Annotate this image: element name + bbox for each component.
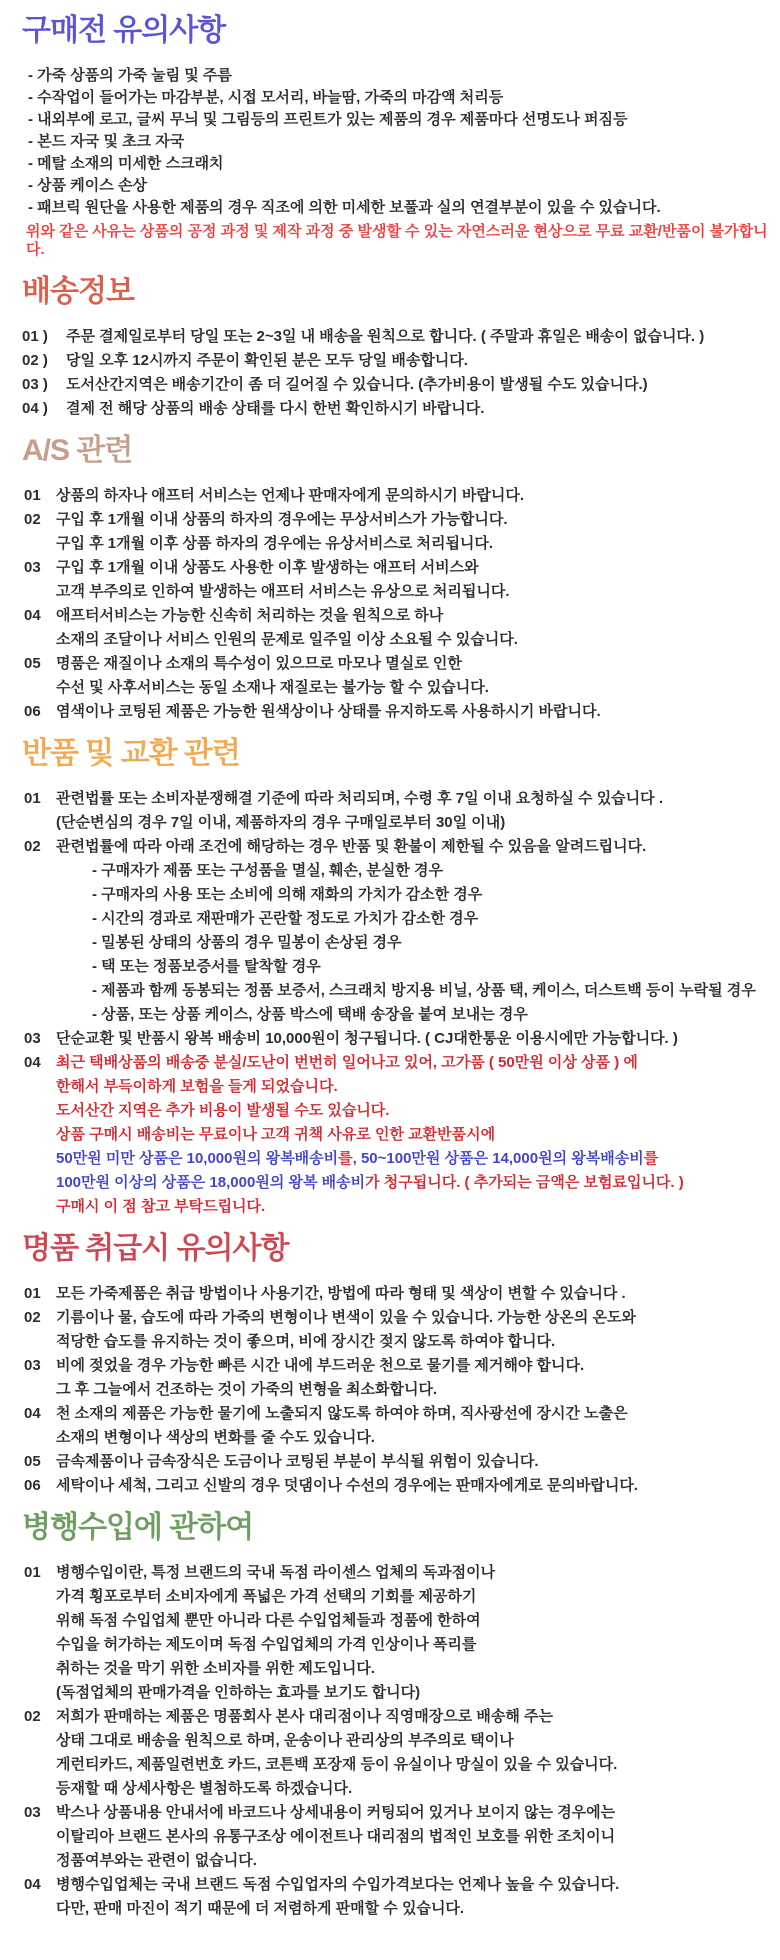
item-text-continuation: 취하는 것을 막기 위한 소비자를 위한 제도입니다. xyxy=(56,1660,375,1677)
as-item xyxy=(0,559,780,577)
fee-text-blue: 50만원 미만 상품은 10,000원의 왕복배송비 xyxy=(56,1150,339,1167)
item-text-continuation: 그 후 그늘에서 건조하는 것이 가죽의 변형을 최소화합니다. xyxy=(56,1381,438,1398)
item-text: 애프터서비스는 가능한 신속히 처리하는 것을 원칙으로 하나 xyxy=(56,607,444,624)
return-restriction-condition: - 택 또는 정품보증서를 탈착할 경우 xyxy=(92,958,321,975)
item-number: 02 xyxy=(24,511,41,528)
parallel-import-title: 병행수입에 관하여 xyxy=(22,1511,254,1544)
section-as-service xyxy=(0,434,780,721)
item-text-continuation: 수선 및 사후서비스는 동일 소재나 재질로는 불가능 할 수 있습니다. xyxy=(56,679,489,696)
item-text: 비에 젖었을 경우 가능한 빠른 시간 내에 부드러운 천으로 물기를 제거해야 합니다. xyxy=(56,1357,585,1374)
as-item xyxy=(0,703,780,721)
item-number: 04 xyxy=(24,607,41,624)
pre-purchase-title: 구매전 유의사항 xyxy=(22,14,226,47)
as-item xyxy=(0,511,780,529)
returns-item xyxy=(0,1030,780,1048)
item-number: 03 xyxy=(24,559,41,576)
item-text: 병행수입이란, 특정 브랜드의 국내 독점 라이센스 업체의 독과점이나 xyxy=(56,1564,496,1581)
as-item xyxy=(0,655,780,673)
item-text: 구입 후 1개월 이내 상품의 하자의 경우에는 무상서비스가 가능합니다. xyxy=(56,511,508,528)
item-text-continuation: 구입 후 1개월 이후 상품 하자의 경우에는 유상서비스로 처리됩니다. xyxy=(56,535,494,552)
pre-purchase-bullet: - 본드 자국 및 초크 자국 xyxy=(28,133,185,150)
return-restriction-condition: - 밀봉된 상태의 상품의 경우 밀봉이 손상된 경우 xyxy=(92,934,402,951)
notice-line-red: 상품 구매시 배송비는 무료이나 고객 귀책 사유로 인한 교환반품시에 xyxy=(56,1126,496,1143)
fee-text-red: 가 청구됩니다. ( 추가되는 금액은 보험료입니다. ) xyxy=(365,1174,684,1191)
returns-item xyxy=(0,838,780,856)
section-parallel-import xyxy=(0,1511,780,1918)
pre-purchase-bullet: - 수작업이 들어가는 마감부분, 시접 모서리, 바늘땀, 가죽의 마감액 처리등 xyxy=(28,89,504,106)
shipping-item xyxy=(0,328,780,346)
item-text: 기름이나 물, 습도에 따라 가죽의 변형이나 변색이 있을 수 있습니다. 가능한 상온의 온도와 xyxy=(56,1309,636,1326)
item-text: 상품의 하자나 애프터 서비스는 언제나 판매자에게 문의하시기 바랍니다. xyxy=(56,487,525,504)
item-text: 박스나 상품내용 안내서에 바코드나 상세내용이 커팅되어 있거나 보이지 않는 경우에는 xyxy=(56,1804,616,1821)
luxury-care-title: 명품 취급시 유의사항 xyxy=(22,1232,289,1265)
parallel-item xyxy=(0,1804,780,1822)
item-text-continuation: 다만, 판매 마진이 적기 때문에 더 저렴하게 판매할 수 있습니다. xyxy=(56,1900,465,1917)
item-number: 02 ) xyxy=(22,352,48,369)
item-number: 05 xyxy=(24,655,41,672)
item-number: 03 xyxy=(24,1804,41,1821)
notice-line-fees-2 xyxy=(56,1174,780,1192)
notice-line-red: 구매시 이 점 참고 부탁드립니다. xyxy=(56,1198,266,1215)
shipping-item xyxy=(0,400,780,418)
returns-item xyxy=(0,790,780,808)
item-number: 06 xyxy=(24,1477,41,1494)
item-number: 06 xyxy=(24,703,41,720)
fee-text-red: 를 xyxy=(643,1150,659,1167)
item-number: 02 xyxy=(24,838,41,855)
luxury-item xyxy=(0,1453,780,1471)
item-text-continuation: 이탈리아 브랜드 본사의 유통구조상 에이전트나 대리점의 법적인 보호를 위한 조치이니 xyxy=(56,1828,616,1845)
item-text-continuation: 위해 독점 수입업체 뿐만 아니라 다른 수입업체들과 정품에 한하여 xyxy=(56,1612,481,1629)
item-number: 01 xyxy=(24,1285,41,1302)
item-number: 02 xyxy=(24,1708,41,1725)
item-text-continuation: 정품여부와는 관련이 없습니다. xyxy=(56,1852,257,1869)
item-text: 천 소재의 제품은 가능한 물기에 노출되지 않도록 하여야 하며, 직사광선에 장시간 노출은 xyxy=(56,1405,628,1422)
fee-text-blue: 100만원 이상의 상품은 18,000원의 왕복 배송비 xyxy=(56,1174,366,1191)
item-number: 03 xyxy=(24,1357,41,1374)
shipping-item xyxy=(0,376,780,394)
fee-text-red: 를 xyxy=(338,1150,353,1167)
returns-insurance-notice xyxy=(0,1054,780,1072)
notice-line-red: 최근 택배상품의 배송중 분실/도난이 번번히 일어나고 있어, 고가품 ( 50만원 이상 상품 ) 에 xyxy=(56,1054,638,1071)
section-luxury-care xyxy=(0,1232,780,1495)
return-restriction-condition: - 시간의 경과로 재판매가 곤란할 정도로 가치가 감소한 경우 xyxy=(92,910,479,927)
item-number: 01 xyxy=(24,487,41,504)
returns-title: 반품 및 교환 관련 xyxy=(22,737,240,770)
item-text: 당일 오후 12시까지 주문이 확인된 분은 모두 당일 배송합니다. xyxy=(66,352,468,369)
luxury-item xyxy=(0,1477,780,1495)
return-restriction-condition: - 구매자의 사용 또는 소비에 의해 재화의 가치가 감소한 경우 xyxy=(92,886,483,903)
item-text-continuation: 적당한 습도를 유지하는 것이 좋으며, 비에 장시간 젖지 않도록 하여야 합니다. xyxy=(56,1333,556,1350)
item-text-continuation: 가격 횡포로부터 소비자에게 폭넓은 가격 선택의 기회를 제공하기 xyxy=(56,1588,477,1605)
item-number: 04 xyxy=(24,1876,41,1893)
item-number: 03 xyxy=(24,1030,41,1047)
item-number: 05 xyxy=(24,1453,41,1470)
item-text-continuation: (독점업체의 판매가격을 인하하는 효과를 보기도 합니다) xyxy=(56,1684,421,1701)
item-text-continuation: 소재의 조달이나 서비스 인원의 문제로 일주일 이상 소요될 수 있습니다. xyxy=(56,631,518,648)
item-text: 병행수입업체는 국내 브랜드 독점 수입업자의 수입가격보다는 언제나 높을 수 있습니다. xyxy=(56,1876,620,1893)
luxury-item xyxy=(0,1285,780,1303)
item-text: 관련법률에 따라 아래 조건에 해당하는 경우 반품 및 환불이 제한될 수 있음을 알려드립니다. xyxy=(56,838,647,855)
parallel-item xyxy=(0,1564,780,1582)
item-text: 모든 가죽제품은 취급 방법이나 사용기간, 방법에 따라 형태 및 색상이 변할 수 있습니다 . xyxy=(56,1285,626,1302)
item-text-continuation: 소재의 변형이나 색상의 변화를 줄 수도 있습니다. xyxy=(56,1429,375,1446)
item-text: 명품은 재질이나 소재의 특수성이 있으므로 마모나 멸실로 인한 xyxy=(56,655,462,672)
item-text-continuation: (단순변심의 경우 7일 이내, 제품하자의 경우 구매일로부터 30일 이내) xyxy=(56,814,506,831)
section-returns xyxy=(0,737,780,1216)
pre-purchase-bullet: - 메탈 소재의 미세한 스크래치 xyxy=(28,155,224,172)
section-pre-purchase xyxy=(0,14,780,259)
item-number: 01 ) xyxy=(22,328,48,345)
item-text: 염색이나 코팅된 제품은 가능한 원색상이나 상태를 유지하도록 사용하시기 바랍니다. xyxy=(56,703,601,720)
pre-purchase-warning: 위와 같은 사유는 상품의 공정 과정 및 제작 과정 중 발생할 수 있는 자연스러운 현상으로 무료 교환/반품이 불가합니다. xyxy=(26,223,768,258)
item-number: 03 ) xyxy=(22,376,48,393)
item-text-continuation: 등재할 때 상세사항은 별첨하도록 하겠습니다. xyxy=(56,1780,353,1797)
return-restriction-condition: - 구매자가 제품 또는 구성품을 멸실, 훼손, 분실한 경우 xyxy=(92,862,443,879)
item-text: 관련법률 또는 소비자분쟁해결 기준에 따라 처리되며, 수령 후 7일 이내 요청하실 수 있습니다 . xyxy=(56,790,663,807)
item-number: 04 xyxy=(24,1054,41,1071)
shipping-item xyxy=(0,352,780,370)
pre-purchase-bullet: - 가죽 상품의 가죽 눌림 및 주름 xyxy=(28,67,232,84)
parallel-item xyxy=(0,1708,780,1726)
item-number: 01 xyxy=(24,790,41,807)
notice-line-red: 한해서 부득이하게 보험을 들게 되었습니다. xyxy=(56,1078,338,1095)
item-number: 02 xyxy=(24,1309,41,1326)
notice-line-red: 도서산간 지역은 추가 비용이 발생될 수도 있습니다. xyxy=(56,1102,390,1119)
pre-purchase-bullet: - 패브릭 원단을 사용한 제품의 경우 직조에 의한 미세한 보풀과 실의 연결부분이 있을 수 있습니다. xyxy=(28,199,661,216)
item-text: 단순교환 및 반품시 왕복 배송비 10,000원이 청구됩니다. ( CJ대한통운 이용시에만 가능합니다. ) xyxy=(56,1030,678,1047)
item-number: 04 ) xyxy=(22,400,48,417)
shipping-title: 배송정보 xyxy=(22,275,134,308)
return-restriction-condition: - 상품, 또는 상품 케이스, 상품 박스에 택배 송장을 붙여 보내는 경우 xyxy=(92,1006,528,1023)
section-shipping xyxy=(0,275,780,418)
item-text: 결제 전 해당 상품의 배송 상태를 다시 한번 확인하시기 바랍니다. xyxy=(66,400,485,417)
parallel-item xyxy=(0,1876,780,1894)
item-text: 도서산간지역은 배송기간이 좀 더 길어질 수 있습니다. (추가비용이 발생될 수도 있습니다.) xyxy=(66,376,648,393)
luxury-item xyxy=(0,1405,780,1423)
notice-line-fees-1 xyxy=(56,1150,780,1168)
item-text-continuation: 상태 그대로 배송을 원칙으로 하며, 운송이나 관리상의 부주의로 택이나 xyxy=(56,1732,514,1749)
item-text-continuation: 수입을 허가하는 제도이며 독점 수입업체의 가격 인상이나 폭리를 xyxy=(56,1636,477,1653)
item-text: 구입 후 1개월 이내 상품도 사용한 이후 발생하는 애프터 서비스와 xyxy=(56,559,479,576)
item-text: 주문 결제일로부터 당일 또는 2~3일 내 배송을 원칙으로 합니다. ( 주말과 휴일은 배송이 없습니다. ) xyxy=(66,328,705,345)
item-text: 금속제품이나 금속장식은 도금이나 코팅된 부분이 부식될 위험이 있습니다. xyxy=(56,1453,539,1470)
return-restriction-condition: - 제품과 함께 동봉되는 정품 보증서, 스크래치 방지용 비닐, 상품 택, 케이스, 더스트백 등이 누락될 경우 xyxy=(92,982,756,999)
item-text-continuation: 고객 부주의로 인하여 발생하는 애프터 서비스는 유상으로 처리됩니다. xyxy=(56,583,510,600)
item-number: 04 xyxy=(24,1405,41,1422)
luxury-item xyxy=(0,1357,780,1375)
item-text-continuation: 게런티카드, 제품일련번호 카드, 코튼백 포장재 등이 유실이나 망실이 있을 수 있습니다. xyxy=(56,1756,618,1773)
luxury-item xyxy=(0,1309,780,1327)
as-service-title: A/S 관련 xyxy=(22,434,133,467)
as-item xyxy=(0,487,780,505)
fee-text-blue: , 50~100만원 상품은 14,000원의 왕복배송비 xyxy=(352,1150,644,1167)
pre-purchase-bullet: - 내외부에 로고, 글씨 무늬 및 그림등의 프린트가 있는 제품의 경우 제품마다 선명도나 퍼짐등 xyxy=(28,111,628,128)
item-text: 세탁이나 세척, 그리고 신발의 경우 덧댐이나 수선의 경우에는 판매자에게로 문의바랍니다. xyxy=(56,1477,638,1494)
pre-purchase-bullet: - 상품 케이스 손상 xyxy=(28,177,147,194)
as-item xyxy=(0,607,780,625)
item-text: 저희가 판매하는 제품은 명품회사 본사 대리점이나 직영매장으로 배송해 주는 xyxy=(56,1708,554,1725)
item-number: 01 xyxy=(24,1564,41,1581)
